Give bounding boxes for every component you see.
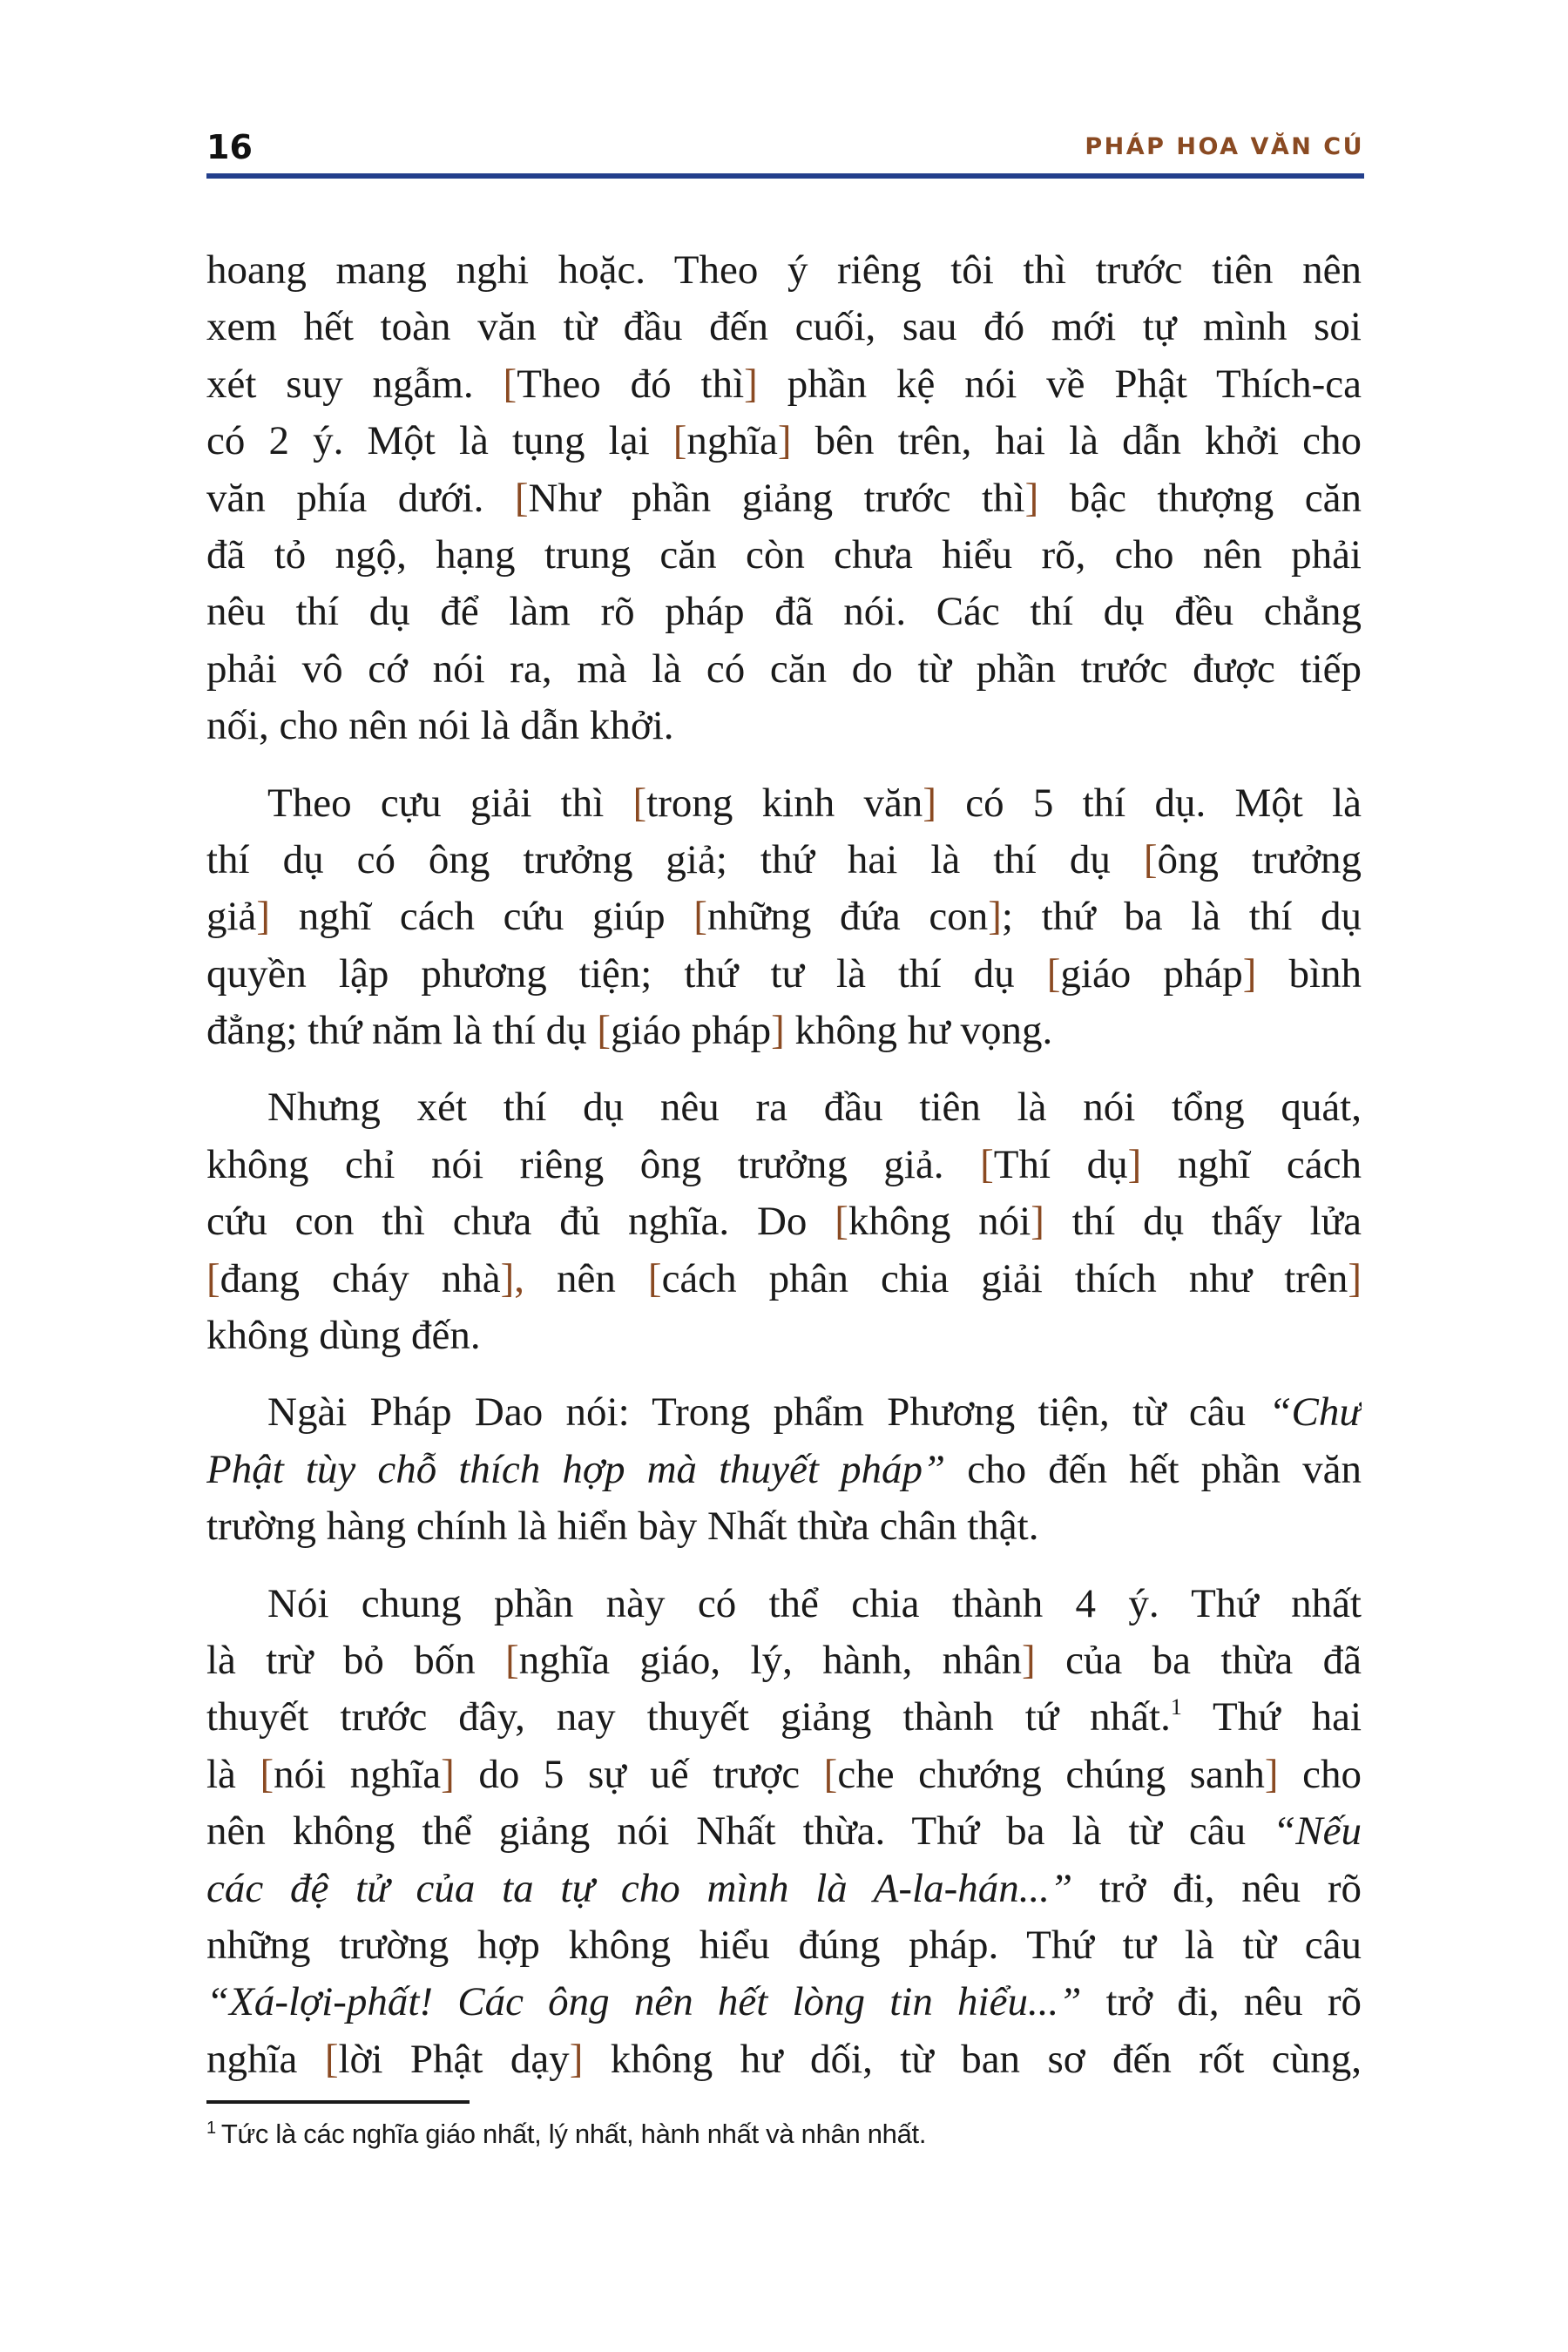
text-line xyxy=(206,1137,1362,1193)
text-line xyxy=(206,641,1362,698)
editorial-bracket: ] xyxy=(1031,1199,1044,1245)
text-run: nghĩa xyxy=(206,2036,325,2082)
text-run: nên không thể giảng nói Nhất thừa. Thứ ba là từ câu xyxy=(206,1808,1274,1855)
text-run: nêu thí dụ để làm rõ pháp đã nói. Các thí dụ đều chẳng xyxy=(206,589,1362,635)
paragraph xyxy=(206,775,1362,1060)
text-line xyxy=(206,889,1362,945)
editorial-bracket: [ xyxy=(693,894,707,940)
editorial-bracket: [ xyxy=(597,1008,612,1054)
text-line xyxy=(206,413,1362,470)
editorial-bracket: [ xyxy=(503,361,517,407)
text-run: cho xyxy=(1278,1751,1362,1797)
quoted-sutra-text: Phật tùy chỗ thích hợp mà thuyết pháp” xyxy=(206,1446,946,1492)
text-line xyxy=(206,1079,1362,1136)
text-line xyxy=(206,1917,1362,1974)
footnote-text: Tức là các nghĩa giáo nhất, lý nhất, hành nhất và nhân nhất. xyxy=(220,2119,927,2149)
text-run: là xyxy=(206,1751,260,1797)
editorial-bracket: ] xyxy=(744,361,758,407)
text-run: do 5 sự uế trược xyxy=(454,1751,824,1797)
editorial-bracket: [ xyxy=(505,1637,519,1683)
editorial-bracket: ] xyxy=(923,780,936,826)
text-run: ông trưởng xyxy=(1157,836,1362,882)
text-run: giáo pháp xyxy=(611,1008,772,1054)
editorial-bracket: [ xyxy=(324,2036,339,2082)
text-line xyxy=(206,1003,1362,1059)
text-run: có 2 ý. Một là tụng lại xyxy=(206,418,673,464)
text-run: văn phía dưới. xyxy=(206,475,515,521)
footnote-rule xyxy=(206,2100,470,2104)
header-rule xyxy=(206,173,1364,179)
quoted-sutra-text: “Chư xyxy=(1268,1389,1362,1436)
editorial-bracket: [ xyxy=(1143,836,1158,882)
text-run: thí dụ thấy lửa xyxy=(1044,1199,1362,1245)
text-line xyxy=(206,946,1362,1003)
text-run: che chướng chúng sanh xyxy=(837,1751,1265,1797)
text-run: lời Phật dạy xyxy=(338,2036,570,2082)
quoted-sutra-text: “Xá-lợi-phất! Các ông nên hết lòng tin hiểu...” xyxy=(206,1979,1082,2025)
editorial-bracket: [ xyxy=(823,1751,838,1797)
text-line xyxy=(206,1498,1362,1555)
editorial-bracket: ] xyxy=(988,894,1002,940)
text-line xyxy=(206,470,1362,527)
editorial-bracket: [ xyxy=(514,475,529,521)
text-line xyxy=(206,1442,1362,1498)
text-run: thuyết trước đây, nay thuyết giảng thành tứ nhất. xyxy=(206,1694,1171,1740)
text-run: xem hết toàn văn từ đầu đến cuối, sau đó mới tự mình soi xyxy=(206,304,1362,350)
text-line xyxy=(206,356,1362,413)
footnote-mark: 1 xyxy=(206,2119,216,2138)
text-run: Theo đó thì xyxy=(517,361,745,407)
text-run: những trường hợp không hiểu đúng pháp. Thứ tư là từ câu xyxy=(206,1922,1362,1968)
text-line xyxy=(206,1632,1362,1689)
text-run: hoang mang nghi hoặc. Theo ý riêng tôi thì trước tiên nên xyxy=(206,247,1362,293)
body-text xyxy=(206,242,1362,2108)
quoted-sutra-text: “Nếu xyxy=(1273,1808,1362,1855)
text-line xyxy=(206,1384,1362,1441)
editorial-bracket: ] xyxy=(1348,1255,1362,1301)
footnote-reference: 1 xyxy=(1170,1694,1182,1720)
editorial-bracket: [ xyxy=(647,1255,662,1301)
text-run: nói nghĩa xyxy=(274,1751,442,1797)
text-run: không chỉ nói riêng ông trưởng giả. xyxy=(206,1141,981,1187)
editorial-bracket: ] xyxy=(777,418,792,464)
text-run: nghĩ cách xyxy=(1141,1141,1362,1187)
text-run: những đứa con xyxy=(706,894,989,940)
text-run: giáo pháp xyxy=(1060,950,1243,997)
book-title: PHÁP HOA VĂN CÚ xyxy=(1085,133,1364,160)
text-line xyxy=(206,832,1362,889)
editorial-bracket: ] xyxy=(1022,1637,1036,1683)
editorial-bracket: ] xyxy=(1264,1751,1279,1797)
text-run: là trừ bỏ bốn xyxy=(206,1637,506,1683)
text-run: của ba thừa đã xyxy=(1035,1637,1362,1683)
editorial-bracket: ] xyxy=(441,1751,455,1797)
text-run: giả xyxy=(206,894,257,940)
text-run: có 5 thí dụ. Một là xyxy=(936,780,1362,826)
text-run: nối, cho nên nói là dẫn khởi. xyxy=(206,703,674,749)
editorial-bracket: ] xyxy=(569,2036,584,2082)
paragraph xyxy=(206,1384,1362,1555)
text-run: không hư vọng. xyxy=(784,1008,1053,1054)
text-run: trường hàng chính là hiển bày Nhất thừa chân thật. xyxy=(206,1504,1039,1550)
text-run: không dùng đến. xyxy=(206,1313,481,1359)
text-run: đang cháy nhà xyxy=(220,1255,501,1301)
editorial-bracket: ] xyxy=(1242,950,1257,997)
text-run: Thứ hai xyxy=(1181,1694,1362,1740)
text-run: quyền lập phương tiện; thứ tư là thí dụ xyxy=(206,950,1047,997)
text-run: nghĩ cách cứu giúp xyxy=(270,894,694,940)
text-run: phần kệ nói về Phật Thích-ca xyxy=(757,361,1362,407)
text-run: nghĩa xyxy=(686,418,778,464)
text-line xyxy=(206,1251,1362,1308)
text-line xyxy=(206,1974,1362,2031)
editorial-bracket: ] xyxy=(1127,1141,1142,1187)
text-line xyxy=(206,1861,1362,1917)
text-line xyxy=(206,698,1362,754)
text-line xyxy=(206,775,1362,832)
text-run: trở đi, nêu rõ xyxy=(1072,1865,1362,1911)
text-run: nên xyxy=(524,1255,648,1301)
text-line xyxy=(206,1747,1362,1803)
text-run: Thí dụ xyxy=(993,1141,1128,1187)
text-run: bậc thượng căn xyxy=(1038,475,1362,521)
paragraph xyxy=(206,242,1362,755)
text-run: Như phần giảng trước thì xyxy=(528,475,1025,521)
text-run: trong kinh văn xyxy=(646,780,923,826)
editorial-bracket: [ xyxy=(632,780,647,826)
text-run: đẳng; thứ năm là thí dụ xyxy=(206,1008,598,1054)
editorial-bracket: [ xyxy=(980,1141,994,1187)
text-line xyxy=(206,527,1362,584)
text-run: cứu con thì chưa đủ nghĩa. Do xyxy=(206,1199,835,1245)
text-run: bình xyxy=(1256,950,1362,997)
text-run: Theo cựu giải thì xyxy=(267,780,633,826)
text-run: xét suy ngẫm. xyxy=(206,361,504,407)
running-header xyxy=(206,126,1364,170)
text-run: cho đến hết phần văn xyxy=(945,1446,1362,1492)
editorial-bracket: ], xyxy=(500,1255,525,1301)
text-run: trở đi, nêu rõ xyxy=(1081,1979,1362,2025)
editorial-bracket: [ xyxy=(260,1751,274,1797)
editorial-bracket: [ xyxy=(1046,950,1061,997)
text-run: Nhưng xét thí dụ nêu ra đầu tiên là nói tổng quát, xyxy=(267,1085,1362,1131)
text-line xyxy=(206,1308,1362,1364)
text-run: Nói chung phần này có thể chia thành 4 ý. Thứ nhất xyxy=(267,1580,1362,1626)
editorial-bracket: ] xyxy=(1024,475,1039,521)
text-line xyxy=(206,1193,1362,1250)
text-line xyxy=(206,2031,1362,2088)
text-run: không hư dối, từ ban sơ đến rốt cùng, xyxy=(583,2036,1362,2082)
editorial-bracket: [ xyxy=(206,1255,220,1301)
text-line xyxy=(206,299,1362,355)
editorial-bracket: [ xyxy=(672,418,687,464)
editorial-bracket: [ xyxy=(835,1199,848,1245)
text-line xyxy=(206,242,1362,299)
editorial-bracket: ] xyxy=(256,894,271,940)
text-run: Ngài Pháp Dao nói: Trong phẩm Phương tiện, từ câu xyxy=(267,1389,1269,1436)
text-run: phải vô cớ nói ra, mà là có căn do từ phần trước được tiếp xyxy=(206,645,1362,692)
paragraph xyxy=(206,1079,1362,1364)
text-line xyxy=(206,584,1362,640)
text-run: ; thứ ba là thí dụ xyxy=(1001,894,1362,940)
text-run: không nói xyxy=(848,1199,1031,1245)
paragraph xyxy=(206,1576,1362,2089)
text-run: thí dụ có ông trưởng giả; thứ hai là thí dụ xyxy=(206,836,1144,882)
quoted-sutra-text: các đệ tử của ta tự cho mình là A-la-hán...” xyxy=(206,1865,1073,1911)
footnote xyxy=(206,2115,926,2153)
text-line xyxy=(206,1576,1362,1632)
page-number: 16 xyxy=(206,128,253,166)
text-line xyxy=(206,1689,1362,1746)
text-run: nghĩa giáo, lý, hành, nhân xyxy=(518,1637,1023,1683)
text-line xyxy=(206,1803,1362,1860)
text-run: bên trên, hai là dẫn khởi cho xyxy=(791,418,1362,464)
editorial-bracket: ] xyxy=(771,1008,785,1054)
text-run: cách phân chia giải thích như trên xyxy=(661,1255,1348,1301)
text-run: đã tỏ ngộ, hạng trung căn còn chưa hiểu rõ, cho nên phải xyxy=(206,531,1362,578)
